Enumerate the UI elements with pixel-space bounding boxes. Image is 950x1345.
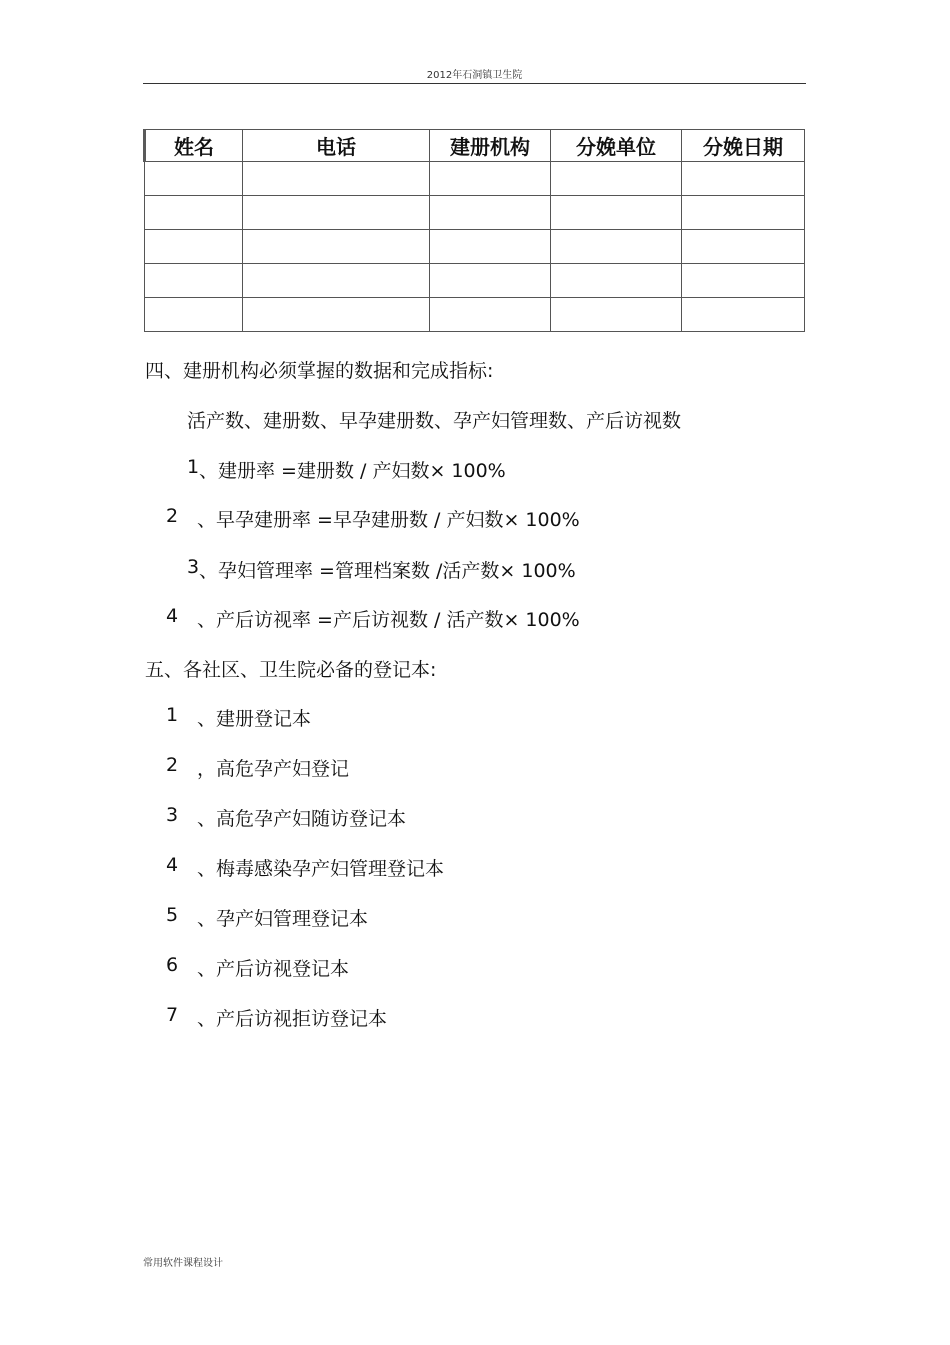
register-book-text: 、产后访视拒访登记本 xyxy=(197,1008,388,1030)
register-book-text: 、高危孕产妇随访登记本 xyxy=(197,808,407,830)
table-cell xyxy=(145,196,243,230)
table-cell xyxy=(551,196,682,230)
table-cell xyxy=(243,196,430,230)
table-cell xyxy=(682,298,805,332)
page-footer: 常用软件课程设计 xyxy=(143,1258,223,1269)
register-book-number: 5 xyxy=(166,904,179,926)
table-cell xyxy=(430,230,551,264)
indicator-text: 、产后访视率 =产后访视数 / 活产数× 100% xyxy=(197,609,580,631)
table-cell xyxy=(551,230,682,264)
table-row xyxy=(145,162,805,196)
register-book-text: ，高危孕产妇登记 xyxy=(197,758,350,780)
table-cell xyxy=(243,264,430,298)
indicator-number: 2 xyxy=(166,505,179,527)
table-cell xyxy=(551,264,682,298)
table-cell xyxy=(682,230,805,264)
table-row xyxy=(145,264,805,298)
indicator-number: 1 xyxy=(187,456,200,478)
indicator-text: 、早孕建册率 =早孕建册数 / 产妇数× 100% xyxy=(197,509,580,531)
section4-data-items: 活产数、建册数、早孕建册数、孕产妇管理数、产后访视数 xyxy=(187,410,682,432)
column-header-delivery-unit: 分娩单位 xyxy=(551,130,682,162)
table-cell xyxy=(243,298,430,332)
table-cell xyxy=(243,162,430,196)
table-cell xyxy=(551,162,682,196)
table-row xyxy=(145,196,805,230)
registration-table xyxy=(143,129,805,332)
table-cell xyxy=(430,162,551,196)
table-cell xyxy=(430,264,551,298)
table-cell xyxy=(145,230,243,264)
section4-title: 四、建册机构必须掌握的数据和完成指标: xyxy=(145,360,494,382)
section5-title: 五、各社区、卫生院必备的登记本: xyxy=(145,659,437,681)
table-cell xyxy=(145,162,243,196)
table-header-row xyxy=(145,130,805,162)
register-book-number: 6 xyxy=(166,954,179,976)
register-book-number: 4 xyxy=(166,854,179,876)
table-cell xyxy=(145,264,243,298)
register-book-text: 、孕产妇管理登记本 xyxy=(197,908,369,930)
column-header-registering-institution: 建册机构 xyxy=(430,130,551,162)
register-book-number: 3 xyxy=(166,804,179,826)
indicator-text: 、孕妇管理率 =管理档案数 /活产数× 100% xyxy=(199,560,576,582)
register-book-text: 、梅毒感染孕产妇管理登记本 xyxy=(197,858,445,880)
header-rule xyxy=(143,83,806,84)
table-cell xyxy=(430,298,551,332)
register-book-number: 2 xyxy=(166,754,179,776)
column-header-name: 姓名 xyxy=(145,130,243,162)
column-header-phone: 电话 xyxy=(243,130,430,162)
column-header-delivery-date: 分娩日期 xyxy=(682,130,805,162)
table-cell xyxy=(682,264,805,298)
page-header: 2012年石洞镇卫生院 xyxy=(426,70,523,81)
register-book-text: 、产后访视登记本 xyxy=(197,958,350,980)
table-cell xyxy=(430,196,551,230)
table-cell xyxy=(243,230,430,264)
table-cell xyxy=(145,298,243,332)
indicator-number: 4 xyxy=(166,605,179,627)
indicator-text: 、建册率 =建册数 / 产妇数× 100% xyxy=(199,460,506,482)
indicator-number: 3 xyxy=(187,556,200,578)
register-book-number: 1 xyxy=(166,704,179,726)
table-row xyxy=(145,298,805,332)
register-book-number: 7 xyxy=(166,1004,179,1026)
table-row xyxy=(145,230,805,264)
table-cell xyxy=(682,162,805,196)
table-cell xyxy=(551,298,682,332)
table-cell xyxy=(682,196,805,230)
register-book-text: 、建册登记本 xyxy=(197,708,312,730)
